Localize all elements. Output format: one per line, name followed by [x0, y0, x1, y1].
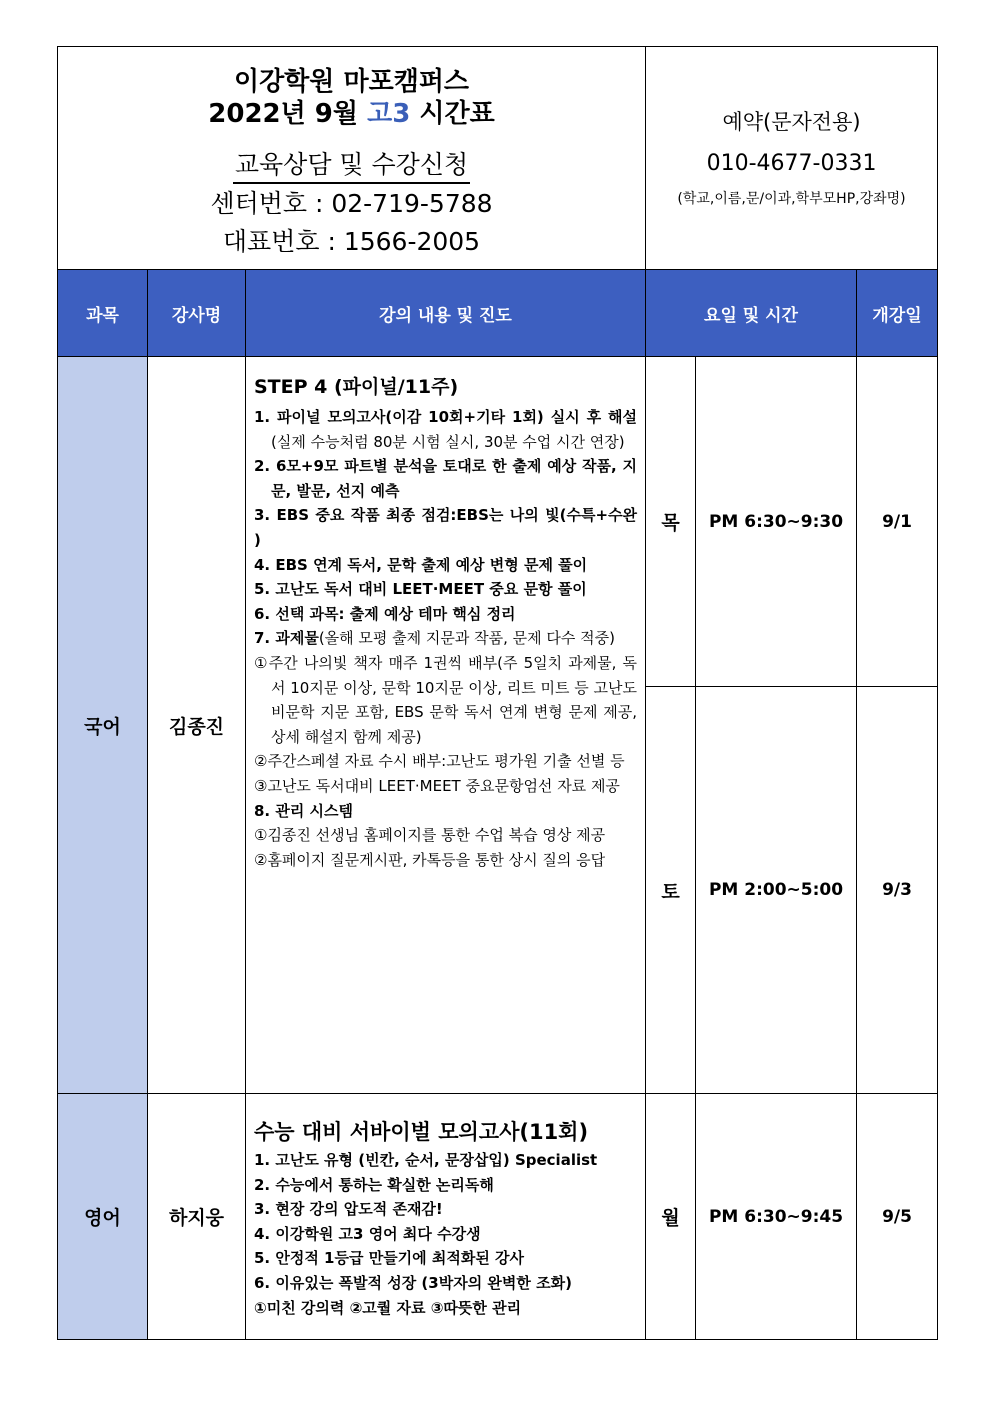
col-subject: 과목 [58, 270, 148, 357]
table-row-korean-1 [58, 357, 938, 687]
start-saturday: 9/3 [857, 687, 938, 1094]
list-item: 2. 6모+9모 파트별 분석을 토대로 한 출제 예상 작품, 지문, 발문, 선지 예측 [254, 457, 638, 500]
day-saturday: 토 [646, 687, 696, 1094]
subject-english: 영어 [58, 1094, 148, 1340]
subject-korean: 국어 [58, 357, 148, 1094]
course-step: STEP 4 (파이널/11주) [254, 376, 459, 398]
table-row-english [58, 1094, 938, 1340]
content-english [246, 1094, 646, 1340]
list-item: ②주간스페셜 자료 수시 배부:고난도 평가원 기출 선별 등 [254, 752, 625, 771]
page-subtitle: 2022년 9월 고3 시간표 [208, 99, 495, 129]
time-monday: PM 6:30~9:45 [696, 1094, 857, 1340]
reservation-block [646, 47, 938, 270]
list-item: ③고난도 독서대비 LEET·MEET 중요문항엄선 자료 제공 [254, 776, 620, 795]
column-header-row [58, 270, 938, 357]
main-number: 대표번호 : 1566-2005 [222, 227, 481, 256]
content-korean [246, 357, 646, 1094]
list-item: 6. 선택 과목: 출제 예상 테마 핵심 정리 [254, 604, 516, 623]
col-content: 강의 내용 및 진도 [246, 270, 646, 357]
list-item: 3. EBS 중요 작품 최종 점검:EBS는 나의 빛(수특+수완 ) [254, 506, 638, 549]
list-item: 1. 고난도 유형 (빈칸, 순서, 문장삽입) Specialist [254, 1151, 598, 1169]
time-thursday: PM 6:30~9:30 [696, 357, 857, 687]
list-item: 5. 안정적 1등급 만들기에 최적화된 강사 [254, 1249, 525, 1268]
header-title-block [58, 47, 646, 270]
list-item: 7. 과제물(올해 모평 출제 지문과 작품, 문제 다수 적중) [254, 629, 616, 648]
reservation-note: (학교,이름,문/이과,학부모HP,강좌명) [677, 191, 906, 207]
page-title: 이강학원 마포캠퍼스 [233, 67, 470, 97]
list-item: 4. EBS 연계 독서, 문학 출제 예상 변형 문제 풀이 [254, 555, 588, 574]
list-item: 3. 현장 강의 압도적 존재감! [254, 1200, 443, 1219]
reservation-phone: 010-4677-0331 [706, 151, 877, 176]
consult-heading: 교육상담 및 수강신청 [233, 150, 470, 184]
day-monday: 월 [646, 1094, 696, 1340]
col-start: 개강일 [857, 270, 938, 357]
list-item: 1. 파이널 모의고사(이감 10회+기타 1회) 실시 후 해설(실제 수능처럼 80분 시험 실시, 30분 수업 시간 연장) [254, 408, 638, 451]
list-item: 4. 이강학원 고3 영어 최다 수강생 [254, 1224, 481, 1243]
center-number: 센터번호 : 02-719-5788 [210, 189, 493, 218]
teacher-english: 하지웅 [148, 1094, 246, 1340]
list-item: ①김종진 선생님 홈페이지를 통한 수업 복습 영상 제공 [254, 826, 606, 845]
list-item: ②홈페이지 질문게시판, 카톡등을 통한 상시 질의 응답 [254, 850, 606, 869]
grade-highlight: 고3 [367, 99, 411, 129]
teacher-korean: 김종진 [148, 357, 246, 1094]
list-item: 2. 수능에서 통하는 확실한 논리독해 [254, 1175, 494, 1194]
list-item: ①주간 나의빛 책자 매주 1권씩 배부(주 5일치 과제물, 독서 10지문 이상, 문학 10지문 이상, 리트 미트 등 고난도 비문학 지문 포함, EBS 문학 독서 연계 변형 문제 제공, 상세 해설지 함께 제공) [254, 653, 638, 746]
list-item: ①미친 강의력 ②고퀄 자료 ③따뜻한 관리 [254, 1298, 522, 1317]
day-thursday: 목 [646, 357, 696, 687]
list-item: 8. 관리 시스템 [254, 801, 354, 820]
list-item: 6. 이유있는 폭발적 성장 (3박자의 완벽한 조화) [254, 1273, 572, 1292]
col-schedule: 요일 및 시간 [646, 270, 857, 357]
timetable [57, 46, 938, 1340]
start-monday: 9/5 [857, 1094, 938, 1340]
list-item: 5. 고난도 독서 대비 LEET·MEET 중요 문항 풀이 [254, 580, 587, 599]
reservation-label: 예약(문자전용) [722, 110, 861, 134]
time-saturday: PM 2:00~5:00 [696, 687, 857, 1094]
col-teacher: 강사명 [148, 270, 246, 357]
start-thursday: 9/1 [857, 357, 938, 687]
course-step: 수능 대비 서바이벌 모의고사(11회) [254, 1120, 589, 1144]
header-row [58, 47, 938, 270]
